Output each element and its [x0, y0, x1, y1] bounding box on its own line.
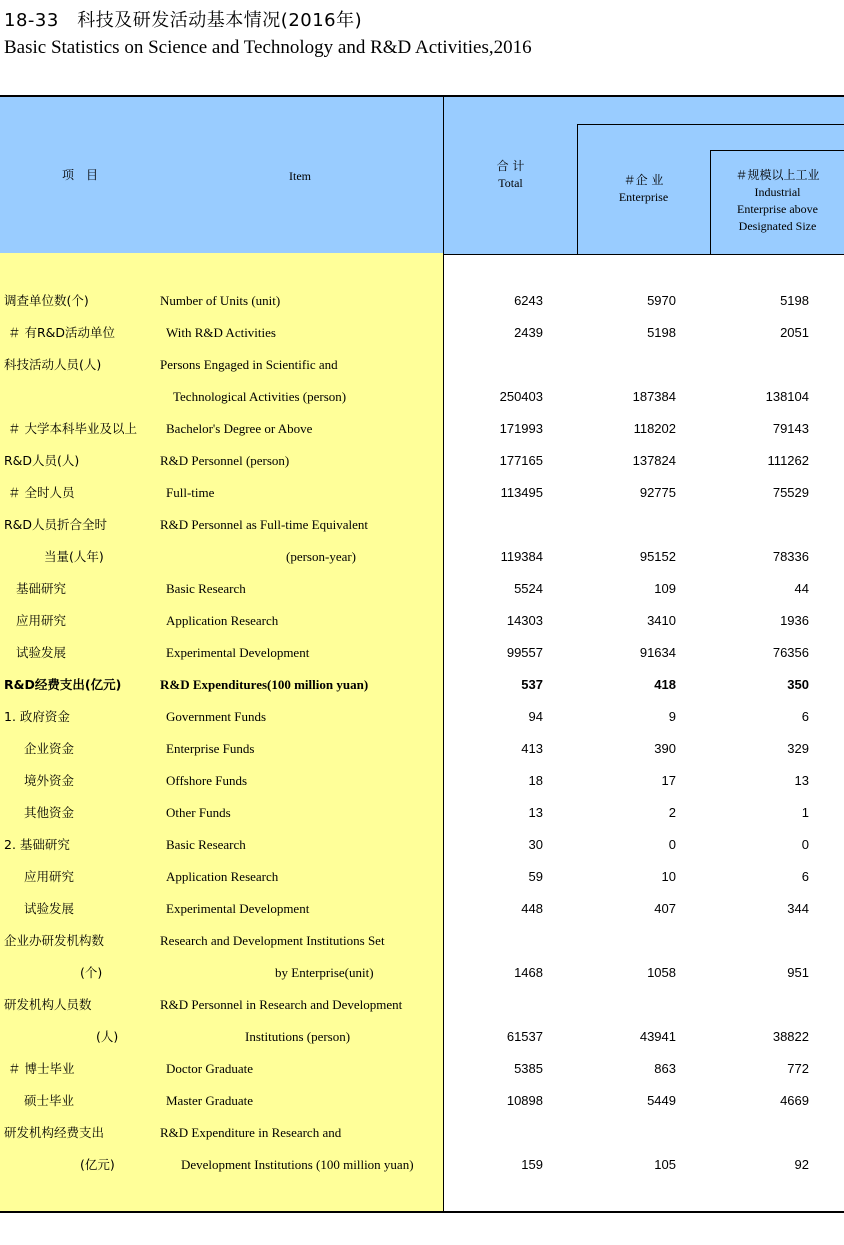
item-label-cn: R&D人员折合全时	[4, 517, 108, 532]
item-label-cn: 1. 政府资金	[4, 709, 70, 724]
table-row	[0, 285, 844, 317]
header-divider	[577, 124, 844, 125]
value-total: 5385	[514, 1061, 543, 1076]
item-label-en: R&D Expenditures(100 million yuan)	[160, 677, 369, 692]
item-label-cn: 研发机构经费支出	[4, 1125, 105, 1140]
value-enterprise: 418	[654, 677, 676, 692]
value-industrial: 79143	[772, 421, 809, 436]
table-row	[0, 861, 844, 893]
item-label-en: Basic Research	[166, 837, 246, 852]
header-enterprise: ＃企 业 Enterprise	[618, 173, 669, 204]
value-enterprise: 95152	[639, 549, 676, 564]
item-label-cn: ＃ 有R&D活动单位	[8, 325, 116, 340]
item-label-en: R&D Personnel as Full-time Equivalent	[160, 517, 368, 532]
value-total: 159	[521, 1157, 543, 1172]
value-industrial: 344	[787, 901, 809, 916]
value-industrial: 75529	[772, 485, 809, 500]
item-label-en: Development Institutions (100 million yuan)	[181, 1157, 414, 1172]
header-total: 合 计 Total	[496, 159, 525, 190]
item-label-cn: 试验发展	[16, 645, 67, 660]
value-enterprise: 17	[661, 773, 676, 788]
value-enterprise: 105	[654, 1157, 676, 1172]
item-label-en: Bachelor's Degree or Above	[166, 421, 313, 436]
value-enterprise: 91634	[639, 645, 676, 660]
value-industrial: 0	[801, 837, 809, 852]
item-label-cn: 境外资金	[24, 773, 75, 788]
value-industrial: 44	[794, 581, 809, 596]
value-total: 413	[521, 741, 543, 756]
value-enterprise: 137824	[632, 453, 676, 468]
value-total: 537	[521, 677, 543, 692]
value-industrial: 2051	[780, 325, 809, 340]
item-label-cn: 试验发展	[24, 901, 75, 916]
item-label-en: Institutions (person)	[245, 1029, 351, 1044]
value-enterprise: 9	[668, 709, 676, 724]
value-enterprise: 407	[654, 901, 676, 916]
item-label-cn: ＃ 全时人员	[8, 485, 75, 500]
table-row	[0, 445, 844, 477]
item-label-en: Government Funds	[166, 709, 267, 724]
value-total: 61537	[506, 1029, 543, 1044]
header-item-cn: 项 目	[61, 168, 98, 182]
header-divider	[577, 124, 578, 254]
item-label-en: Persons Engaged in Scientific and	[160, 357, 338, 372]
value-enterprise: 0	[668, 837, 676, 852]
table-row	[0, 477, 844, 509]
item-label-en: Technological Activities (person)	[173, 389, 347, 404]
value-industrial: 111262	[767, 453, 809, 468]
value-industrial: 1	[801, 805, 809, 820]
value-total: 13	[528, 805, 543, 820]
table-row	[0, 669, 844, 701]
value-industrial: 1936	[780, 613, 809, 628]
table-row	[0, 1085, 844, 1117]
item-label-cn: R&D经费支出(亿元)	[4, 677, 122, 692]
value-total: 99557	[506, 645, 543, 660]
value-enterprise: 1058	[647, 965, 676, 980]
value-total: 1468	[514, 965, 543, 980]
value-total: 10898	[506, 1093, 543, 1108]
item-label-cn: 应用研究	[24, 869, 75, 884]
value-industrial: 6	[801, 869, 809, 884]
item-label-en: (person-year)	[286, 549, 357, 564]
value-enterprise: 3410	[647, 613, 676, 628]
item-label-en: Master Graduate	[166, 1093, 253, 1108]
value-total: 94	[528, 709, 543, 724]
item-label-cn: 科技活动人员(人)	[4, 357, 102, 372]
item-label-cn: (亿元)	[80, 1157, 115, 1172]
value-enterprise: 187384	[632, 389, 676, 404]
item-label-en: R&D Personnel (person)	[160, 453, 290, 468]
table-row	[0, 733, 844, 765]
header-divider	[443, 97, 444, 254]
table-title-english: Basic Statistics on Science and Technology and R&D Activities,2016	[4, 37, 532, 58]
table-row	[0, 765, 844, 797]
table-row	[0, 989, 844, 1021]
value-enterprise: 5449	[647, 1093, 676, 1108]
table-row	[0, 541, 844, 573]
table-row	[0, 637, 844, 669]
table-row	[0, 381, 844, 413]
value-industrial: 329	[787, 741, 809, 756]
table-row	[0, 1117, 844, 1149]
item-label-en: R&D Expenditure in Research and	[160, 1125, 342, 1140]
value-industrial: 350	[787, 677, 809, 692]
value-enterprise: 863	[654, 1061, 676, 1076]
value-enterprise: 10	[661, 869, 676, 884]
item-label-en: R&D Personnel in Research and Development	[160, 997, 403, 1012]
table-row	[0, 925, 844, 957]
table-row	[0, 317, 844, 349]
value-total: 59	[528, 869, 543, 884]
table-row	[0, 509, 844, 541]
item-label-cn: ＃ 大学本科毕业及以上	[8, 421, 137, 436]
table-row	[0, 413, 844, 445]
value-enterprise: 118202	[633, 421, 676, 436]
item-label-cn: R&D人员(人)	[4, 453, 80, 468]
item-label-en: by Enterprise(unit)	[275, 965, 374, 980]
item-label-cn: ＃ 博士毕业	[8, 1061, 75, 1076]
item-label-en: Application Research	[166, 613, 279, 628]
value-total: 113495	[500, 485, 543, 500]
item-label-en: Basic Research	[166, 581, 246, 596]
item-label-cn: 基础研究	[16, 581, 67, 596]
value-enterprise: 92775	[639, 485, 676, 500]
value-total: 18	[528, 773, 543, 788]
value-industrial: 92	[794, 1157, 809, 1172]
item-label-en: Number of Units (unit)	[160, 293, 281, 308]
value-industrial: 6	[801, 709, 809, 724]
value-total: 119384	[500, 549, 543, 564]
item-label-cn: 2. 基础研究	[4, 837, 70, 852]
item-label-cn: 其他资金	[24, 805, 75, 820]
value-enterprise: 390	[654, 741, 676, 756]
item-label-en: Experimental Development	[166, 901, 310, 916]
item-label-cn: 应用研究	[16, 613, 67, 628]
item-label-cn: 当量(人年)	[44, 549, 104, 564]
table-header	[0, 95, 844, 255]
value-enterprise: 109	[654, 581, 676, 596]
value-enterprise: 5970	[647, 293, 676, 308]
value-total: 250403	[499, 389, 543, 404]
value-enterprise: 5198	[647, 325, 676, 340]
item-label-cn: 企业资金	[24, 741, 75, 756]
value-total: 5524	[514, 581, 543, 596]
value-industrial: 76356	[772, 645, 809, 660]
item-label-en: Full-time	[166, 485, 215, 500]
table-row	[0, 573, 844, 605]
value-industrial: 5198	[780, 293, 809, 308]
item-label-en: Research and Development Institutions Set	[160, 933, 385, 948]
value-industrial: 38822	[772, 1029, 809, 1044]
table-bottom-rule	[0, 1211, 844, 1213]
table-row	[0, 701, 844, 733]
value-industrial: 13	[794, 773, 809, 788]
header-item-en: Item	[289, 169, 311, 183]
item-label-en: Offshore Funds	[166, 773, 248, 788]
item-label-cn: 硕士毕业	[24, 1093, 75, 1108]
item-label-en: Other Funds	[166, 805, 231, 820]
item-label-cn: 调查单位数(个)	[4, 293, 89, 308]
value-total: 6243	[514, 293, 543, 308]
value-industrial: 78336	[772, 549, 809, 564]
table-row	[0, 829, 844, 861]
table-row	[0, 797, 844, 829]
item-label-en: With R&D Activities	[166, 325, 276, 340]
value-total: 448	[521, 901, 543, 916]
value-total: 30	[528, 837, 543, 852]
table-row	[0, 957, 844, 989]
item-label-en: Application Research	[166, 869, 279, 884]
value-total: 171993	[499, 421, 543, 436]
item-label-cn: (个)	[80, 965, 103, 980]
value-industrial: 772	[787, 1061, 809, 1076]
value-industrial: 951	[787, 965, 809, 980]
table-title-chinese: 18-33 科技及研发活动基本情况(2016年)	[4, 10, 363, 31]
table-row	[0, 349, 844, 381]
item-label-en: Doctor Graduate	[166, 1061, 253, 1076]
item-label-cn: 研发机构人员数	[4, 997, 92, 1012]
header-divider	[711, 150, 844, 151]
table-row	[0, 1149, 844, 1181]
table-row	[0, 1021, 844, 1053]
value-industrial: 138104	[765, 389, 809, 404]
table-row	[0, 1053, 844, 1085]
item-label-en: Experimental Development	[166, 645, 310, 660]
item-label-cn: 企业办研发机构数	[4, 933, 105, 948]
item-label-en: Enterprise Funds	[166, 741, 255, 756]
value-enterprise: 2	[668, 805, 676, 820]
table-row	[0, 893, 844, 925]
value-enterprise: 43941	[639, 1029, 676, 1044]
value-industrial: 4669	[780, 1093, 809, 1108]
value-total: 177165	[499, 453, 543, 468]
value-total: 14303	[506, 613, 543, 628]
table-row	[0, 605, 844, 637]
header-industrial: ＃规模以上工业 Industrial Enterprise above Designated Size	[735, 168, 820, 233]
item-label-cn: (人)	[96, 1029, 119, 1044]
value-total: 2439	[514, 325, 543, 340]
header-divider	[710, 150, 711, 254]
